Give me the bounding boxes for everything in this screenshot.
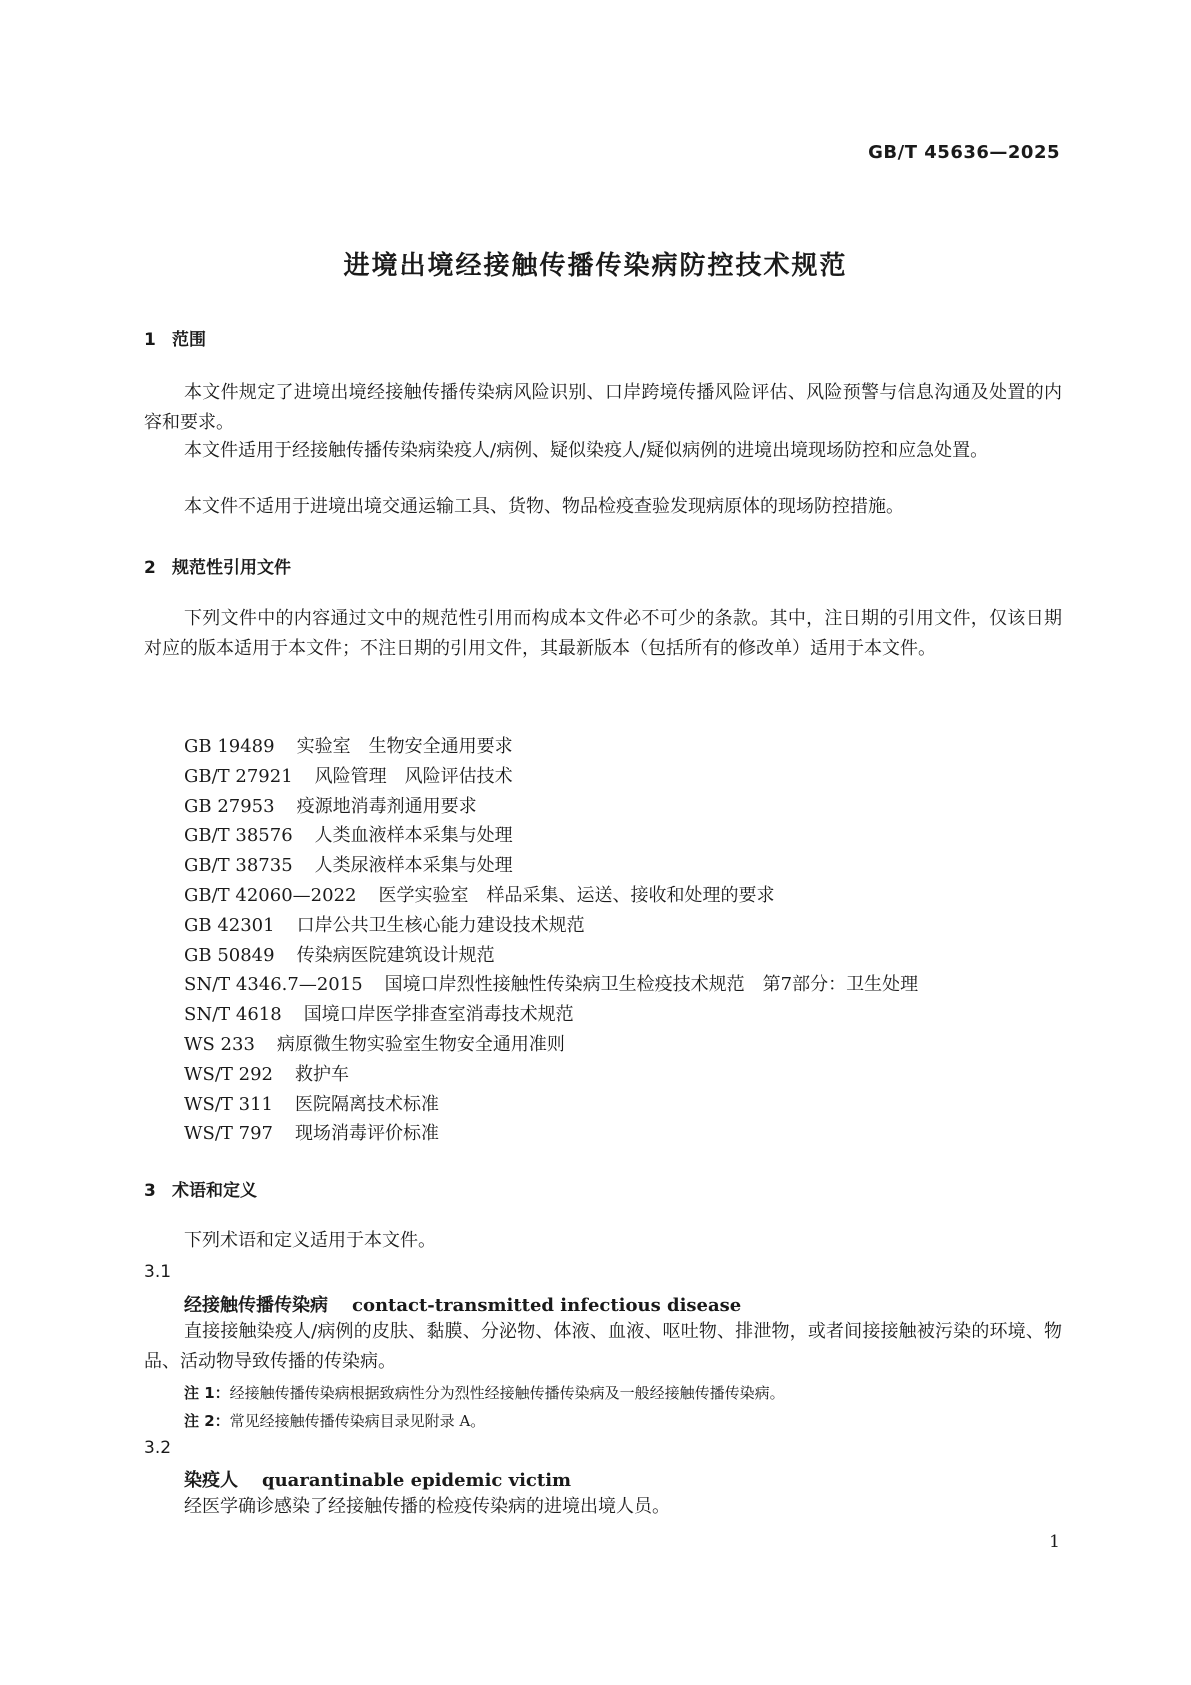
reference-item xyxy=(184,821,918,851)
section-number: 1 xyxy=(144,330,156,350)
reference-title: 人类尿液样本采集与处理 xyxy=(314,855,513,877)
reference-code: GB/T 42060—2022 xyxy=(184,884,357,906)
reference-code: GB 42301 xyxy=(184,914,275,936)
reference-item xyxy=(184,1030,918,1060)
term-entry-3-1 xyxy=(184,1291,741,1317)
term-definition-3-1: 直接接触染疫人/病例的皮肤、黏膜、分泌物、体液、血液、呕吐物、排泄物，或者间接接触被污染的环境、物品、活动物导致传播的传染病。 xyxy=(144,1321,1062,1372)
reference-code: SN/T 4346.7—2015 xyxy=(184,974,363,996)
reference-code: WS/T 311 xyxy=(184,1093,273,1115)
reference-code: GB 50849 xyxy=(184,944,275,966)
reference-item xyxy=(184,1119,918,1149)
reference-item xyxy=(184,762,918,792)
terms-intro: 下列术语和定义适用于本文件。 xyxy=(184,1230,436,1251)
note-label: 注 1： xyxy=(184,1384,230,1402)
reference-title: 医学实验室 样品采集、运送、接收和处理的要求 xyxy=(378,884,775,906)
section-number: 2 xyxy=(144,558,156,578)
reference-title: 实验室 生物安全通用要求 xyxy=(296,736,513,757)
reference-title: 风险管理 风险评估技术 xyxy=(314,765,513,787)
reference-title: 救护车 xyxy=(294,1063,349,1085)
section-title: 范围 xyxy=(172,330,206,350)
standard-code: GB/T 45636—2025 xyxy=(868,142,1060,163)
section-heading-normative-refs xyxy=(144,553,291,578)
reference-title: 口岸公共卫生核心能力建设技术规范 xyxy=(296,914,585,936)
reference-title: 病原微生物实验室生物安全通用准则 xyxy=(276,1033,565,1055)
scope-paragraph-2: 本文件适用于经接触传播传染病染疫人/病例、疑似染疫人/疑似病例的进境出境现场防控和应急处置。 xyxy=(184,440,989,461)
reference-item xyxy=(184,941,918,971)
section-title: 术语和定义 xyxy=(172,1181,257,1201)
reference-code: WS 233 xyxy=(184,1033,255,1055)
reference-code: WS/T 797 xyxy=(184,1123,273,1145)
note-text: 经接触传播传染病根据致病性分为烈性经接触传播传染病及一般经接触传播传染病。 xyxy=(229,1384,785,1402)
term-note-2 xyxy=(184,1410,485,1431)
term-definition-3-2: 经医学确诊感染了经接触传播的检疫传染病的进境出境人员。 xyxy=(184,1496,670,1517)
term-english: quarantinable epidemic victim xyxy=(262,1470,572,1491)
reference-code: SN/T 4618 xyxy=(184,1004,282,1026)
reference-list xyxy=(184,732,918,1149)
reference-code: GB/T 38576 xyxy=(184,825,293,847)
note-text: 常见经接触传播传染病目录见附录 A。 xyxy=(229,1412,486,1430)
note-label: 注 2： xyxy=(184,1412,230,1430)
reference-item xyxy=(184,792,918,822)
term-english: contact-transmitted infectious disease xyxy=(352,1295,742,1316)
term-note-1 xyxy=(184,1382,785,1403)
scope-paragraph-3: 本文件不适用于进境出境交通运输工具、货物、物品检疫查验发现病原体的现场防控措施。 xyxy=(184,496,904,517)
section-title: 规范性引用文件 xyxy=(172,558,291,578)
reference-title: 现场消毒评价标准 xyxy=(294,1123,439,1145)
clause-number-3-2: 3.2 xyxy=(144,1438,172,1458)
reference-title: 国境口岸医学排查室消毒技术规范 xyxy=(303,1004,574,1026)
reference-code: GB 27953 xyxy=(184,795,275,817)
reference-item xyxy=(184,1060,918,1090)
reference-item xyxy=(184,911,918,941)
reference-item xyxy=(184,1000,918,1030)
term-chinese: 染疫人 xyxy=(184,1470,238,1491)
section-heading-scope xyxy=(144,325,206,350)
reference-title: 国境口岸烈性接触性传染病卫生检疫技术规范 第7部分：卫生处理 xyxy=(384,974,919,996)
clause-number-3-1: 3.1 xyxy=(144,1262,172,1282)
reference-item xyxy=(184,1090,918,1120)
reference-item xyxy=(184,970,918,1000)
reference-title: 传染病医院建筑设计规范 xyxy=(296,944,495,966)
page-number: 1 xyxy=(1049,1532,1060,1552)
reference-item xyxy=(184,851,918,881)
reference-code: GB 19489 xyxy=(184,736,275,757)
document-title: 进境出境经接触传播传染病防控技术规范 xyxy=(343,251,848,281)
reference-title: 疫源地消毒剂通用要求 xyxy=(296,795,477,817)
reference-item xyxy=(184,881,918,911)
reference-code: WS/T 292 xyxy=(184,1063,273,1085)
normative-refs-intro: 下列文件中的内容通过文中的规范性引用而构成本文件必不可少的条款。其中，注日期的引用文件，仅该日期对应的版本适用于本文件；不注日期的引用文件，其最新版本（包括所有的修改单）适用于本文件。 xyxy=(144,608,1062,659)
section-number: 3 xyxy=(144,1181,156,1201)
section-heading-terms xyxy=(144,1176,257,1201)
term-entry-3-2 xyxy=(184,1466,571,1492)
reference-title: 人类血液样本采集与处理 xyxy=(314,825,513,847)
reference-item xyxy=(184,732,918,762)
scope-paragraph-1: 本文件规定了进境出境经接触传播传染病风险识别、口岸跨境传播风险评估、风险预警与信息沟通及处置的内容和要求。 xyxy=(144,382,1062,433)
reference-title: 医院隔离技术标准 xyxy=(294,1093,439,1115)
reference-code: GB/T 27921 xyxy=(184,765,293,787)
term-chinese: 经接触传播传染病 xyxy=(184,1295,328,1316)
reference-code: GB/T 38735 xyxy=(184,855,293,877)
